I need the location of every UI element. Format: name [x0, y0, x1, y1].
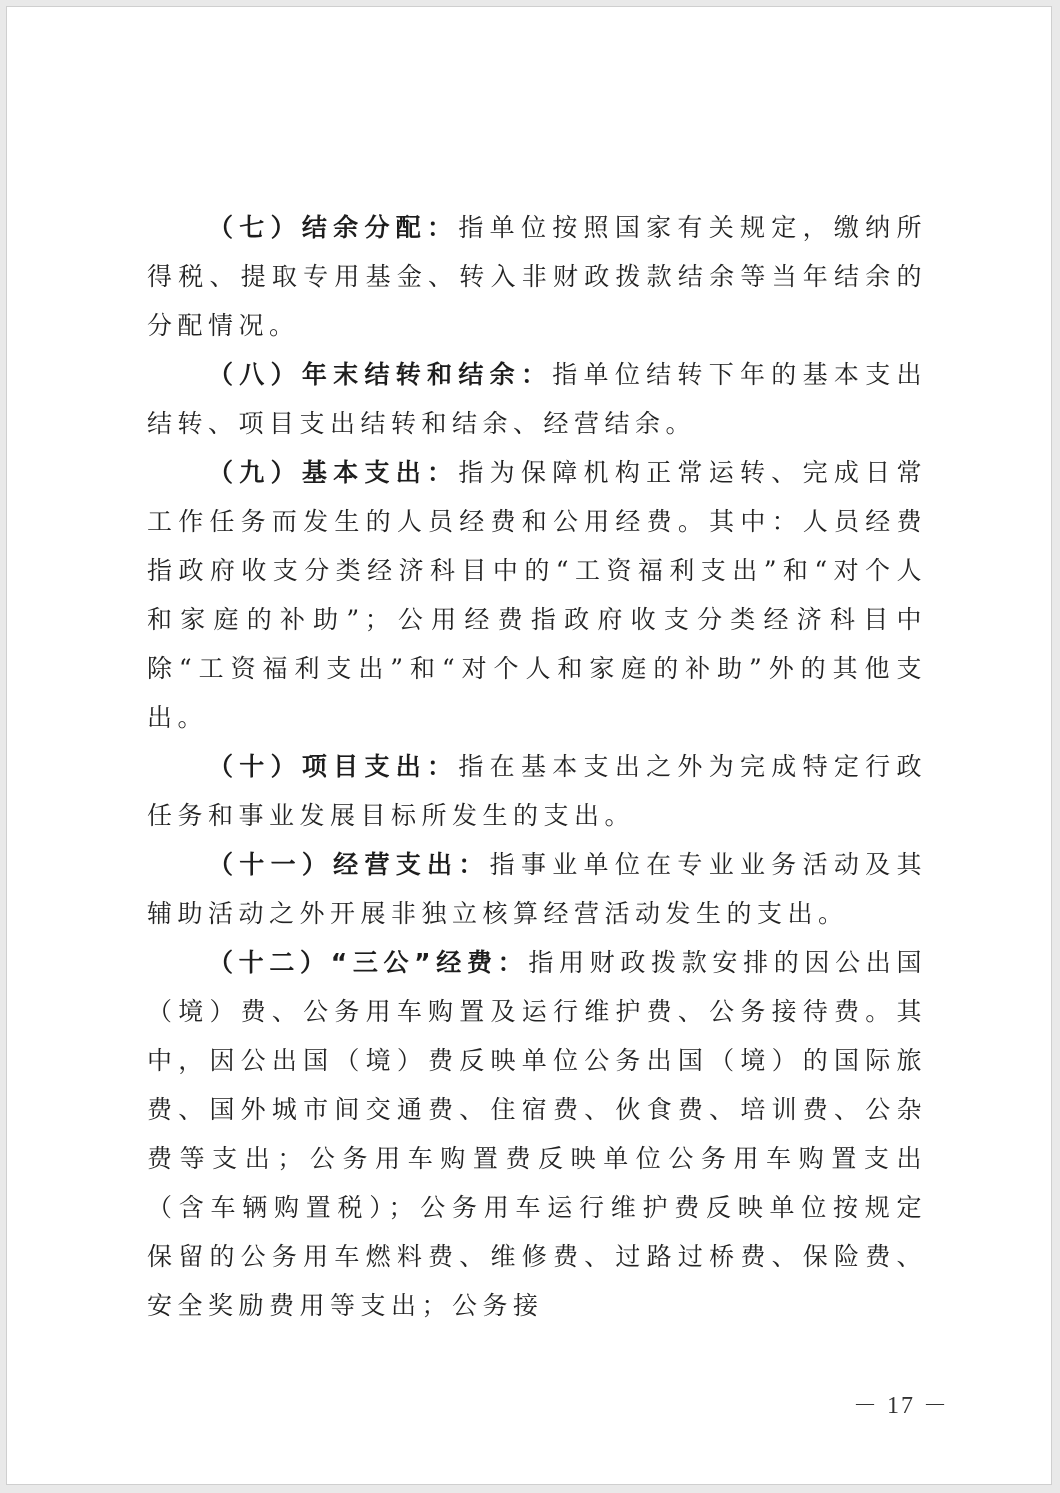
paragraph-text: 指单位按照国家有关规定，缴纳所得税、提取专用基金、转入非财政拨款结余等当年结余的分配情况。: [147, 213, 927, 340]
paragraph-three-public-expenses: [147, 938, 927, 1330]
paragraph-heading: （十一）经营支出：: [208, 850, 490, 879]
paragraph-basic-expenditure: [147, 448, 927, 742]
paragraph-project-expenditure: [147, 742, 927, 840]
paragraph-text: 指单位结转下年的基本支出结转、项目支出结转和结余、经营结余。: [147, 360, 927, 438]
paragraph-text: 指在基本支出之外为完成特定行政任务和事业发展目标所发生的支出。: [147, 752, 927, 830]
paragraph-heading: （九）基本支出：: [208, 458, 459, 487]
paragraph-text: 指事业单位在专业业务活动及其辅助活动之外开展非独立核算经营活动发生的支出。: [147, 850, 927, 928]
paragraph-operating-expenditure: [147, 840, 927, 938]
paragraph-text: 指为保障机构正常运转、完成日常工作任务而发生的人员经费和公用经费。其中：人员经费指政府收支分类经济科目中的“工资福利支出”和“对个人和家庭的补助”；公用经费指政府收支分类经济科目中除“工资福利支出”和“对个人和家庭的补助”外的其他支出。: [147, 458, 927, 732]
paragraph-surplus-distribution: [147, 203, 927, 350]
paragraph-text: 指用财政拨款安排的因公出国（境）费、公务用车购置及运行维护费、公务接待费。其中，因公出国（境）费反映单位公务出国（境）的国际旅费、国外城市间交通费、住宿费、伙食费、培训费、公杂费等支出；公务用车购置费反映单位公务用车购置支出（含车辆购置税）；公务用车运行维护费反映单位按规定保留的公务用车燃料费、维修费、过路过桥费、保险费、安全奖励费用等支出；公务接: [147, 948, 927, 1320]
paragraph-heading: （十）项目支出：: [208, 752, 459, 781]
document-body: [147, 203, 927, 1330]
paragraph-heading: （八）年末结转和结余：: [208, 360, 553, 389]
paragraph-heading: （七）结余分配：: [208, 213, 459, 242]
paragraph-year-end-carryover: [147, 350, 927, 448]
document-page: [6, 6, 1052, 1485]
paragraph-heading: （十二）“三公”经费：: [208, 948, 529, 977]
page-number: － 17 －: [853, 1393, 949, 1419]
